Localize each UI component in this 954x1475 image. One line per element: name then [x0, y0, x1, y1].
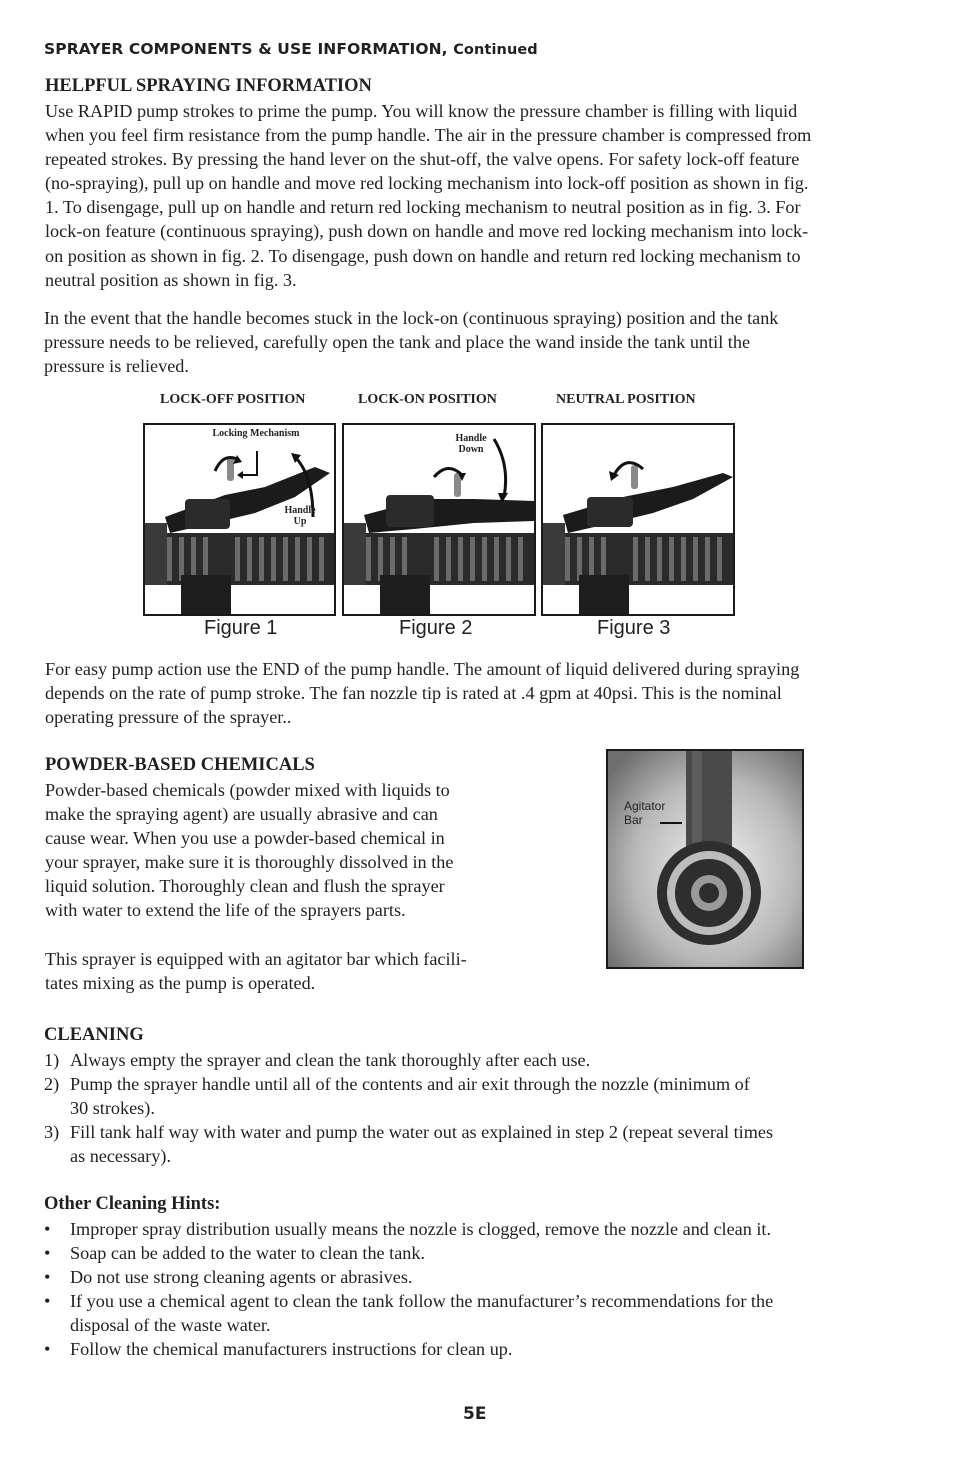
- handle-up-label: [275, 505, 325, 527]
- text-line: tates mixing as the pump is operated.: [45, 973, 316, 994]
- figure-3-caption: Figure 3: [597, 617, 671, 639]
- cleaning-step: [44, 1072, 773, 1120]
- text-line: operating pressure of the sprayer..: [45, 707, 292, 728]
- text-line: 1. To disengage, pull up on handle and return red locking mechanism to neutral position as in fig. 3. For: [45, 197, 801, 218]
- hint-item: [44, 1289, 773, 1337]
- powder-heading: POWDER-BASED CHEMICALS: [45, 755, 315, 775]
- figure-2-photo: [342, 423, 536, 616]
- text-line: Powder-based chemicals (powder mixed with liquids to: [45, 780, 450, 800]
- text-line: your sprayer, make sure it is thoroughly dissolved in the: [45, 852, 454, 873]
- agitator-photo: [606, 749, 804, 969]
- text-line: In the event that the handle becomes stuck in the lock-on (continuous spraying) position and the tank: [44, 308, 779, 328]
- label-line: Agitator: [624, 799, 666, 813]
- helpful-paragraph-1: [45, 99, 811, 292]
- helpful-heading: HELPFUL SPRAYING INFORMATION: [45, 76, 372, 96]
- text-line: 30 strokes).: [70, 1098, 155, 1119]
- handle-down-label: [446, 433, 496, 455]
- text-line: pressure needs to be relieved, carefully open the tank and place the wand inside the tank until the: [44, 332, 751, 353]
- hint-item: [44, 1265, 773, 1289]
- header-title: SPRAYER COMPONENTS & USE INFORMATION,: [44, 40, 448, 58]
- agitator-bar-label: [624, 799, 665, 827]
- label-line: Handle: [455, 433, 487, 444]
- agitator-bar-image: [608, 751, 802, 967]
- text-line: disposal of the waste water.: [70, 1315, 271, 1336]
- text-line: Do not use strong cleaning agents or abrasives.: [70, 1267, 413, 1288]
- lock-on-caption: LOCK-ON POSITION: [358, 392, 497, 407]
- page-header: [44, 40, 538, 58]
- powder-paragraph-1: [45, 778, 453, 923]
- text-line: Improper spray distribution usually means the nozzle is clogged, remove the nozzle and clean it.: [70, 1219, 772, 1239]
- step-number: 1): [44, 1050, 60, 1070]
- header-continued: Continued: [453, 42, 538, 58]
- powder-paragraph-2: [45, 947, 467, 995]
- step-number: 2): [44, 1074, 60, 1095]
- text-line: neutral position as shown in fig. 3.: [45, 269, 297, 290]
- text-line: (no-spraying), pull up on handle and move red locking mechanism into lock-off position as shown in fig.: [45, 173, 809, 194]
- text-line: when you feel firm resistance from the pump handle. The air in the pressure chamber is compressed from: [45, 125, 812, 146]
- bullet: •: [44, 1267, 51, 1288]
- text-line: Pump the sprayer handle until all of the contents and air exit through the nozzle (minimum of: [70, 1074, 750, 1095]
- text-line: Always empty the sprayer and clean the tank thoroughly after each use.: [70, 1050, 591, 1070]
- label-line: Up: [293, 516, 307, 527]
- helpful-paragraph-2: [44, 306, 778, 378]
- step-number: 3): [44, 1122, 60, 1143]
- hint-item: [44, 1217, 773, 1241]
- figure-2-caption: Figure 2: [399, 617, 473, 639]
- figure-3-photo: [541, 423, 735, 616]
- cleaning-step: [44, 1120, 773, 1168]
- lock-off-caption: LOCK-OFF POSITION: [160, 392, 306, 407]
- hint-item: [44, 1241, 773, 1265]
- neutral-caption: NEUTRAL POSITION: [556, 392, 696, 407]
- text-line: as necessary).: [70, 1146, 171, 1167]
- bullet: •: [44, 1291, 51, 1312]
- text-line: on position as shown in fig. 2. To disengage, push down on handle and return red locking mechanism to: [45, 245, 801, 266]
- hints-heading: Other Cleaning Hints:: [44, 1194, 221, 1214]
- bullet: •: [44, 1339, 51, 1360]
- text-line: cause wear. When you use a powder-based chemical in: [45, 828, 445, 849]
- hint-item: [44, 1337, 773, 1361]
- text-line: This sprayer is equipped with an agitator bar which facili-: [45, 949, 467, 969]
- label-line: Down: [458, 444, 484, 455]
- cleaning-heading: CLEANING: [44, 1025, 144, 1045]
- label-line: Handle: [284, 505, 316, 516]
- cleaning-steps: [44, 1048, 773, 1168]
- hints-list: [44, 1217, 773, 1362]
- bullet: •: [44, 1243, 51, 1264]
- text-line: For easy pump action use the END of the pump handle. The amount of liquid delivered during spraying: [45, 659, 800, 679]
- text-line: Use RAPID pump strokes to prime the pump. You will know the pressure chamber is filling with liquid: [45, 101, 798, 121]
- text-line: repeated strokes. By pressing the hand lever on the shut-off, the valve opens. For safety lock-off feature: [45, 149, 800, 170]
- text-line: Follow the chemical manufacturers instructions for clean up.: [70, 1339, 513, 1360]
- text-line: make the spraying agent) are usually abrasive and can: [45, 804, 438, 825]
- text-line: If you use a chemical agent to clean the tank follow the manufacturer’s recommendations for the: [70, 1291, 774, 1312]
- text-line: lock-on feature (continuous spraying), push down on handle and move red locking mechanism into lock-: [45, 221, 809, 242]
- figure-1-caption: Figure 1: [204, 617, 278, 639]
- locking-mechanism-label: Locking Mechanism: [212, 428, 300, 439]
- text-line: pressure is relieved.: [44, 356, 189, 377]
- page-number: 5E: [463, 1404, 487, 1424]
- text-line: liquid solution. Thoroughly clean and flush the sprayer: [45, 876, 445, 897]
- sprayer-shutoff-lockon-image: [344, 425, 534, 614]
- cleaning-step: [44, 1048, 773, 1072]
- sprayer-shutoff-neutral-image: [543, 425, 733, 614]
- text-line: Soap can be added to the water to clean the tank.: [70, 1243, 426, 1264]
- bullet: •: [44, 1219, 51, 1239]
- pump-paragraph: [45, 657, 799, 729]
- text-line: with water to extend the life of the sprayers parts.: [45, 900, 406, 921]
- text-line: depends on the rate of pump stroke. The fan nozzle tip is rated at .4 gpm at 40psi. This is the nominal: [45, 683, 782, 704]
- text-line: Fill tank half way with water and pump the water out as explained in step 2 (repeat several times: [70, 1122, 774, 1143]
- label-line: Bar: [624, 813, 643, 827]
